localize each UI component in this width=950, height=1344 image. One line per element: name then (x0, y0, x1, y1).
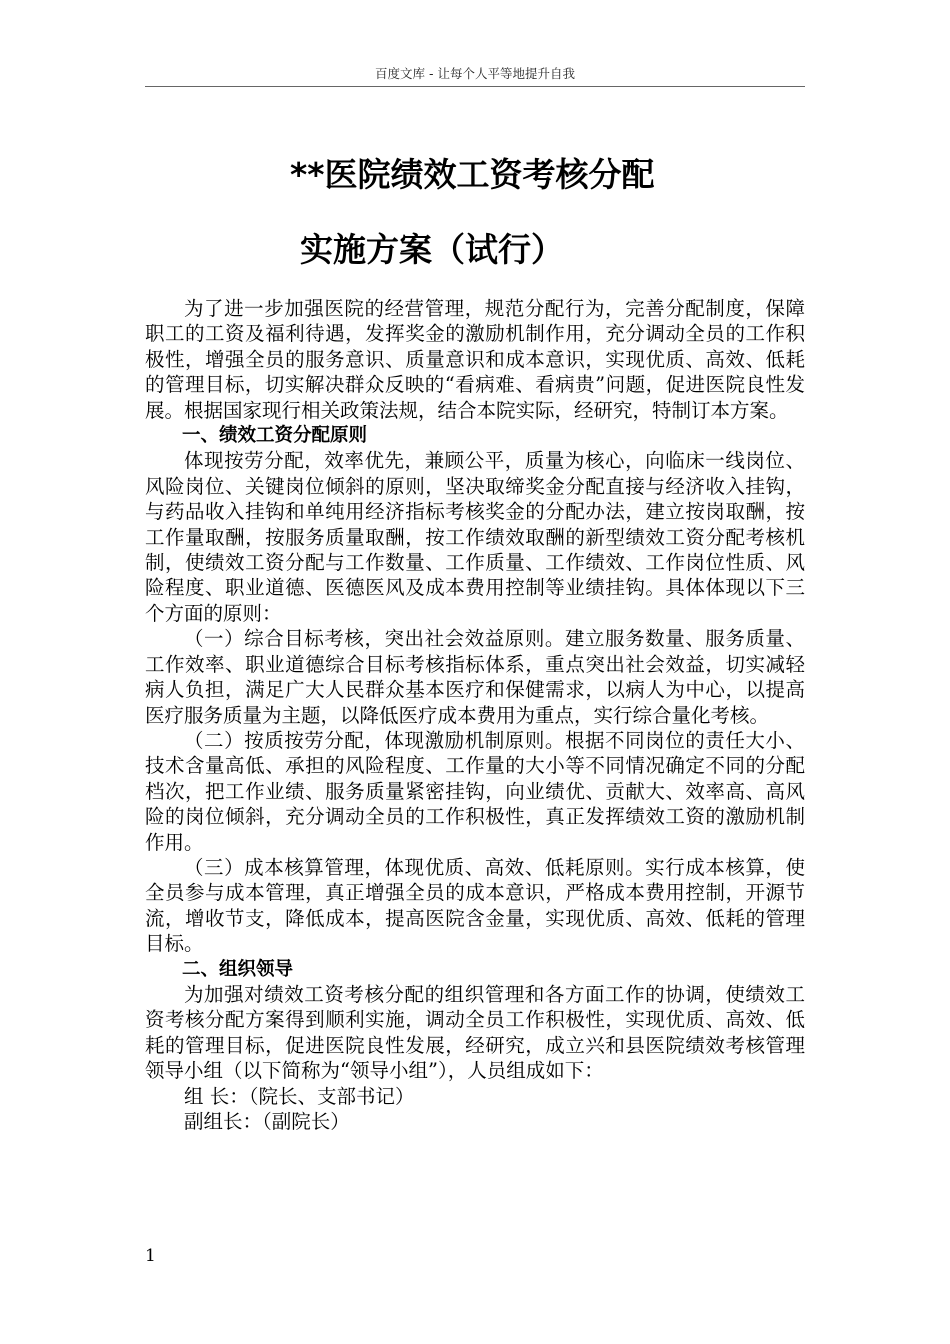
intro-paragraph: 为了进一步加强医院的经营管理，规范分配行为，完善分配制度，保障职工的工资及福利待遇，发挥奖金的激励机制作用，充分调动全员的工作积极性，增强全员的服务意识、质量意识和成本意识，实现优质、高效、低耗的管理目标，切实解决群众反映的“看病难、看病贵”问题，促进医院良性发展。根据国家现行相关政策法规，结合本院实际，经研究，特制订本方案。 (145, 297, 805, 422)
page-header: 百度文库 - 让每个人平等地提升自我 (375, 66, 575, 81)
organization-paragraph: 为加强对绩效工资考核分配的组织管理和各方面工作的协调，使绩效工资考核分配方案得到顺利实施，调动全员工作积极性，实现优质、高效、低耗的管理目标，促进医院良性发展，经研究，成立兴和县医院绩效考核管理领导小组（以下简称为“领导小组”），人员组成如下： (145, 982, 805, 1083)
role-deputy-leader: 副组长：（副院长） (184, 1110, 350, 1133)
section-heading-2: 二、组织领导 (182, 958, 294, 980)
principle-1-paragraph: （一）综合目标考核，突出社会效益原则。建立服务数量、服务质量、工作效率、职业道德综合目标考核指标体系，重点突出社会效益，切实减轻病人负担，满足广大人民群众基本医疗和保健需求，以病人为中心，以提高医疗服务质量为主题，以降低医疗成本费用为重点，实行综合量化考核。 (145, 627, 805, 727)
document-title-line-2: 实施方案（试行） (300, 230, 564, 269)
role-leader: 组 长：（院长、支部书记） (184, 1084, 415, 1108)
principle-2-paragraph: （二）按质按劳分配，体现激励机制原则。根据不同岗位的责任大小、技术含量高低、承担的风险程度、工作量的大小等不同情况确定不同的分配档次，把工作业绩、服务质量紧密挂钩，向业绩优、贡献大、效率高、高风险的岗位倾斜，充分调动全员的工作积极性，真正发挥绩效工资的激励机制作用。 (145, 728, 805, 854)
principles-paragraph: 体现按劳分配，效率优先，兼顾公平，质量为核心，向临床一线岗位、风险岗位、关键岗位倾斜的原则，坚决取缔奖金分配直接与经济收入挂钩，与药品收入挂钩和单纯用经济指标考核奖金的分配办法，建立按岗取酬，按工作量取酬，按服务质量取酬，按工作绩效取酬的新型绩效工资分配考核机制，使绩效工资分配与工作数量、工作质量、工作绩效、工作岗位性质、风险程度、职业道德、医德医风及成本费用控制等业绩挂钩。具体体现以下三个方面的原则： (145, 449, 805, 625)
document-title-line-1: **医院绩效工资考核分配 (290, 155, 655, 194)
principle-3-paragraph: （三）成本核算管理，体现优质、高效、低耗原则。实行成本核算，使全员参与成本管理，真正增强全员的成本意识，严格成本费用控制，开源节流，增收节支，降低成本，提高医院含金量，实现优质、高效、低耗的管理目标。 (145, 855, 805, 956)
document-body (145, 296, 805, 1134)
header-divider (145, 86, 805, 87)
section-heading-1: 一、绩效工资分配原则 (182, 425, 368, 447)
page-number: 1 (145, 1246, 156, 1266)
